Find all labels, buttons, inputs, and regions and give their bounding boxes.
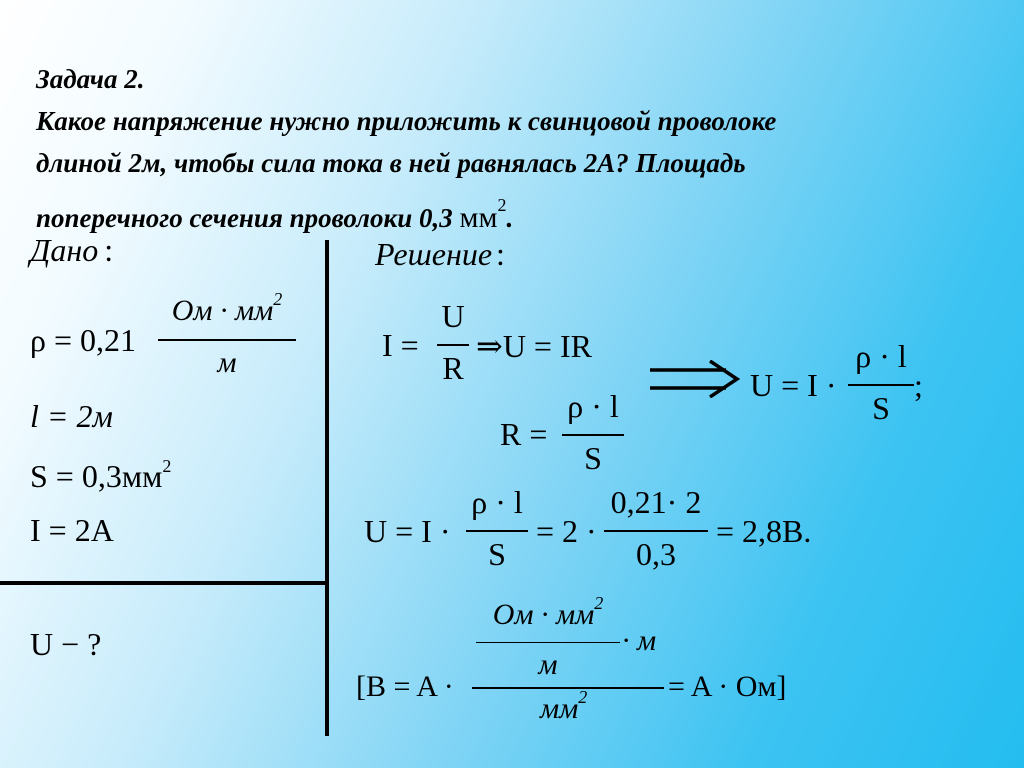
calc-fraction-1 — [466, 484, 528, 578]
area-unit — [459, 195, 507, 234]
unit-inner-numerator-exp: 2 — [594, 593, 604, 613]
current-given: I = 2A — [30, 512, 114, 548]
area-unit-text: мм — [459, 201, 498, 234]
unit-inner-denominator: м — [538, 648, 558, 681]
u-formula-fraction — [848, 338, 914, 432]
fraction-bar — [848, 384, 914, 386]
unit-check-lhs: [B = A · — [356, 670, 454, 703]
problem-line-3-end: . — [506, 203, 514, 233]
rho-unit-denominator: м — [217, 346, 237, 379]
resistance-fraction — [562, 388, 624, 482]
unit-check-rhs: = A · Ом] — [668, 670, 787, 703]
problem-line-2: длиной 2м, чтобы сила тока в ней равнялась 2А? Площадь — [36, 148, 746, 178]
problem-line-1: Какое напряжение нужно приложить к свинцовой проволоке — [36, 106, 777, 136]
given-divider — [0, 581, 329, 585]
fraction-bar — [466, 530, 528, 532]
area-unit-exponent: 2 — [497, 195, 507, 215]
resistance-numerator: ρ · l — [567, 388, 619, 424]
find-voltage: U − ? — [30, 626, 102, 662]
unit-main-bar — [472, 687, 664, 689]
fraction-bar — [604, 530, 708, 532]
solution-heading-text: Решение — [375, 236, 493, 272]
fraction-bar — [158, 339, 296, 341]
implies-arrow-icon — [648, 360, 740, 398]
rho-unit-numerator-exp: 2 — [273, 289, 283, 309]
unit-inner-numerator — [476, 593, 620, 632]
resistance-lhs: R = — [500, 416, 548, 452]
ohm-lhs: I = — [382, 327, 419, 363]
rho-unit-numerator — [158, 289, 296, 328]
solution-heading — [375, 236, 505, 273]
ohm-fraction — [437, 298, 469, 392]
ohm-numerator: U — [441, 298, 465, 334]
length-given: l = 2м — [30, 398, 113, 434]
u-formula-lhs: U = I · — [750, 367, 837, 403]
u-formula-end: ; — [914, 367, 923, 403]
ohm-denominator: R — [442, 350, 464, 386]
calc-fraction-2 — [604, 484, 708, 578]
u-formula-numerator: ρ · l — [855, 338, 907, 374]
column-divider — [325, 240, 329, 736]
problem-statement — [36, 58, 776, 239]
rho-unit-numerator-text: Ом · мм — [171, 294, 274, 327]
unit-inner-numerator-text: Ом · мм — [492, 598, 595, 631]
calc-denominator-2: 0,3 — [636, 536, 676, 572]
problem-line-3 — [36, 184, 776, 239]
unit-main-denominator — [540, 687, 588, 726]
calc-result: = 2,8B. — [716, 513, 812, 549]
solution-heading-colon: : — [496, 236, 505, 272]
unit-main-denominator-exp: 2 — [578, 687, 588, 707]
given-heading-colon: : — [104, 232, 114, 268]
given-heading-text: Дано — [30, 232, 99, 268]
fraction-bar — [476, 642, 620, 643]
problem-title: Задача 2. — [36, 64, 145, 94]
area-given-exp: 2 — [162, 456, 172, 476]
unit-multiplier: · м — [622, 624, 657, 657]
fraction-bar — [437, 344, 469, 346]
area-given — [30, 458, 171, 495]
calc-mid: = 2 · — [536, 513, 597, 549]
resistance-denominator: S — [584, 440, 602, 476]
rho-unit-fraction — [158, 289, 296, 386]
problem-line-3-text: поперечного сечения проволоки 0,3 — [36, 203, 460, 233]
calc-denominator-1: S — [488, 536, 506, 572]
u-formula-denominator: S — [872, 390, 890, 426]
unit-main-denominator-text: мм — [540, 692, 579, 725]
fraction-bar — [562, 434, 624, 436]
area-given-text: S = 0,3мм — [30, 458, 163, 494]
given-heading — [30, 232, 113, 269]
calc-numerator-1: ρ · l — [471, 484, 523, 520]
unit-inner-fraction — [476, 593, 620, 686]
rho-lhs-text: ρ = 0,21 — [30, 322, 137, 358]
rho-lhs — [30, 322, 136, 359]
ohm-rhs: ⇒U = IR — [476, 328, 592, 364]
calc-numerator-2: 0,21· 2 — [610, 484, 702, 520]
calc-lhs: U = I · — [364, 513, 451, 549]
